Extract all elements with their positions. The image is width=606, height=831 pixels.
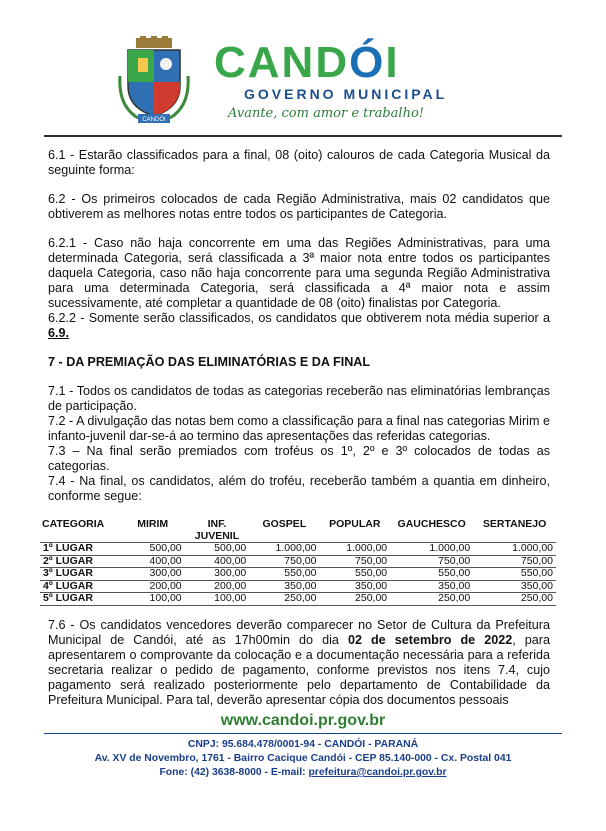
table-cell: 4º LUGAR <box>40 580 121 593</box>
footer-email-link[interactable]: prefeitura@candoi.pr.gov.br <box>308 767 447 778</box>
logo-subtitle: GOVERNO MUNICIPAL <box>244 86 448 102</box>
table-cell: 300,00 <box>121 568 185 581</box>
table-cell: 350,00 <box>319 580 390 593</box>
document-body-top <box>48 148 550 504</box>
paragraph-7-3: 7.3 – Na final serão premiados com troféus os 1º, 2º e 3º colocados de todas as categorias. <box>48 444 550 473</box>
table-cell: 250,00 <box>249 593 319 606</box>
footer-divider <box>44 733 562 734</box>
logo-text-i: I <box>385 38 400 87</box>
paragraph-7-6-text-b: , para apresentarem o comprovante da colocação e a documentação necessária para a referida secretaria realizar o pedido de pagamento, conforme previstos nos itens 7.4, cujo pagamento será realizado posteriormente pelo departamento de Contabilidade da Prefeitura Municipal. Para tal, deverão apresentar cópia dos documentos pessoais <box>48 633 550 707</box>
header-divider <box>44 135 562 137</box>
table-cell: 350,00 <box>473 580 556 593</box>
table-row <box>40 555 556 568</box>
paragraph-6-2-2-score: 6.9. <box>48 326 70 340</box>
table-cell: 400,00 <box>121 555 185 568</box>
table-cell: 1.000,00 <box>390 543 473 556</box>
col-header-mirim: MIRIM <box>137 518 169 530</box>
col-header-sertanejo: SERTANEJO <box>482 518 547 530</box>
table-cell: 500,00 <box>185 543 250 556</box>
table-cell: 300,00 <box>185 568 250 581</box>
paragraph-6-2-1: 6.2.1 - Caso não haja concorrente em uma das Regiões Administrativas, para uma determinada Categoria, será classificada a 3ª maior nota entre todos os participantes daquela Categoria, caso não haja concorrente para uma segunda Região Administrativa para uma determinada Categoria, será classificada a 4ª maior nota e assim sucessivamente, até completar a quantidade de 08 (oito) finalistas por Categoria. <box>48 236 550 310</box>
prize-table <box>40 518 556 606</box>
table-cell: 5º LUGAR <box>40 593 121 606</box>
table-row <box>40 543 556 556</box>
table-cell: 750,00 <box>249 555 319 568</box>
col-header-inf-juvenil: INF. JUVENIL <box>194 518 240 542</box>
crest-label: CANDÓI <box>142 117 166 123</box>
table-cell: 550,00 <box>390 568 473 581</box>
table-cell: 200,00 <box>121 580 185 593</box>
footer-website-link[interactable]: www.candoi.pr.gov.br <box>220 712 386 729</box>
paragraph-6-2-2 <box>48 311 550 341</box>
paragraph-7-4: 7.4 - Na final, os candidatos, além do troféu, receberão também a quantia em dinheiro, conforme segue: <box>48 474 550 503</box>
page-footer <box>0 738 606 780</box>
municipal-crest-icon <box>118 36 190 124</box>
table-cell: 200,00 <box>185 580 250 593</box>
paragraph-7-6-text-a: 7.6 - Os candidatos vencedores deverão comparecer no Setor de Cultura da Prefeitura Municipal de Candói, até as 17h00min do dia <box>48 618 550 647</box>
page-header <box>0 0 606 140</box>
logo-text-o: Ó <box>349 38 386 87</box>
footer-address: Av. XV de Novembro, 1761 - Bairro Cacique Candói - CEP 85.140-000 - Cx. Postal 041 <box>94 753 512 764</box>
logo-text-a: CAND <box>214 38 350 87</box>
table-cell: 1º LUGAR <box>40 543 121 556</box>
table-row <box>40 580 556 593</box>
paragraph-7-6-date: 02 de setembro de 2022 <box>347 633 513 647</box>
footer-phone: Fone: (42) 3638-8000 - E-mail: <box>159 767 309 778</box>
table-cell: 1.000,00 <box>473 543 556 556</box>
table-cell: 350,00 <box>390 580 473 593</box>
logo-slogan: Avante, com amor e trabalho! <box>228 106 424 121</box>
table-cell: 500,00 <box>121 543 185 556</box>
footer-contact <box>0 766 606 780</box>
logo-wordmark <box>214 38 400 88</box>
table-row <box>40 593 556 606</box>
table-cell: 250,00 <box>319 593 390 606</box>
paragraph-6-2: 6.2 - Os primeiros colocados de cada Região Administrativa, mais 02 candidatos que obtiverem as melhores notas entre todos os participantes de Categoria. <box>48 192 550 221</box>
table-cell: 550,00 <box>473 568 556 581</box>
table-cell: 750,00 <box>473 555 556 568</box>
document-body-bottom <box>48 618 550 708</box>
table-cell: 1.000,00 <box>249 543 319 556</box>
table-cell: 750,00 <box>390 555 473 568</box>
paragraph-7-1: 7.1 - Todos os candidatos de todas as categorias receberão nas eliminatórias lembranças de participação. <box>48 384 550 413</box>
table-cell: 100,00 <box>185 593 250 606</box>
table-cell: 250,00 <box>473 593 556 606</box>
table-cell: 100,00 <box>121 593 185 606</box>
table-cell: 550,00 <box>249 568 319 581</box>
table-cell: 550,00 <box>319 568 390 581</box>
footer-cnpj: CNPJ: 95.684.478/0001-94 - CANDÓI - PARANÁ <box>187 739 419 750</box>
table-cell: 1.000,00 <box>319 543 390 556</box>
prize-table-header <box>40 518 556 543</box>
paragraph-7-2: 7.2 - A divulgação das notas bem como a classificação para a final nas categorias Mirim e infanto-juvenil dar-se-á ao termino das apresentações das referidas categorias. <box>48 414 550 443</box>
table-row <box>40 568 556 581</box>
table-cell: 3º LUGAR <box>40 568 121 581</box>
col-header-gauchesco: GAUCHESCO <box>397 518 466 530</box>
paragraph-6-2-2-text: 6.2.2 - Somente serão classificados, os candidatos que obtiverem nota média superior a <box>48 311 550 325</box>
col-header-gospel: GOSPEL <box>262 518 307 530</box>
table-cell: 750,00 <box>319 555 390 568</box>
col-header-popular: POPULAR <box>329 518 381 530</box>
col-header-categoria: CATEGORIA <box>42 518 105 530</box>
table-cell: 2º LUGAR <box>40 555 121 568</box>
paragraph-6-1: 6.1 - Estarão classificados para a final, 08 (oito) calouros de cada Categoria Musical da seguinte forma: <box>48 148 550 177</box>
section-7-heading: 7 - DA PREMIAÇÃO DAS ELIMINATÓRIAS E DA FINAL <box>48 355 371 369</box>
paragraph-7-6 <box>48 618 550 708</box>
table-cell: 400,00 <box>185 555 250 568</box>
table-cell: 250,00 <box>390 593 473 606</box>
table-cell: 350,00 <box>249 580 319 593</box>
